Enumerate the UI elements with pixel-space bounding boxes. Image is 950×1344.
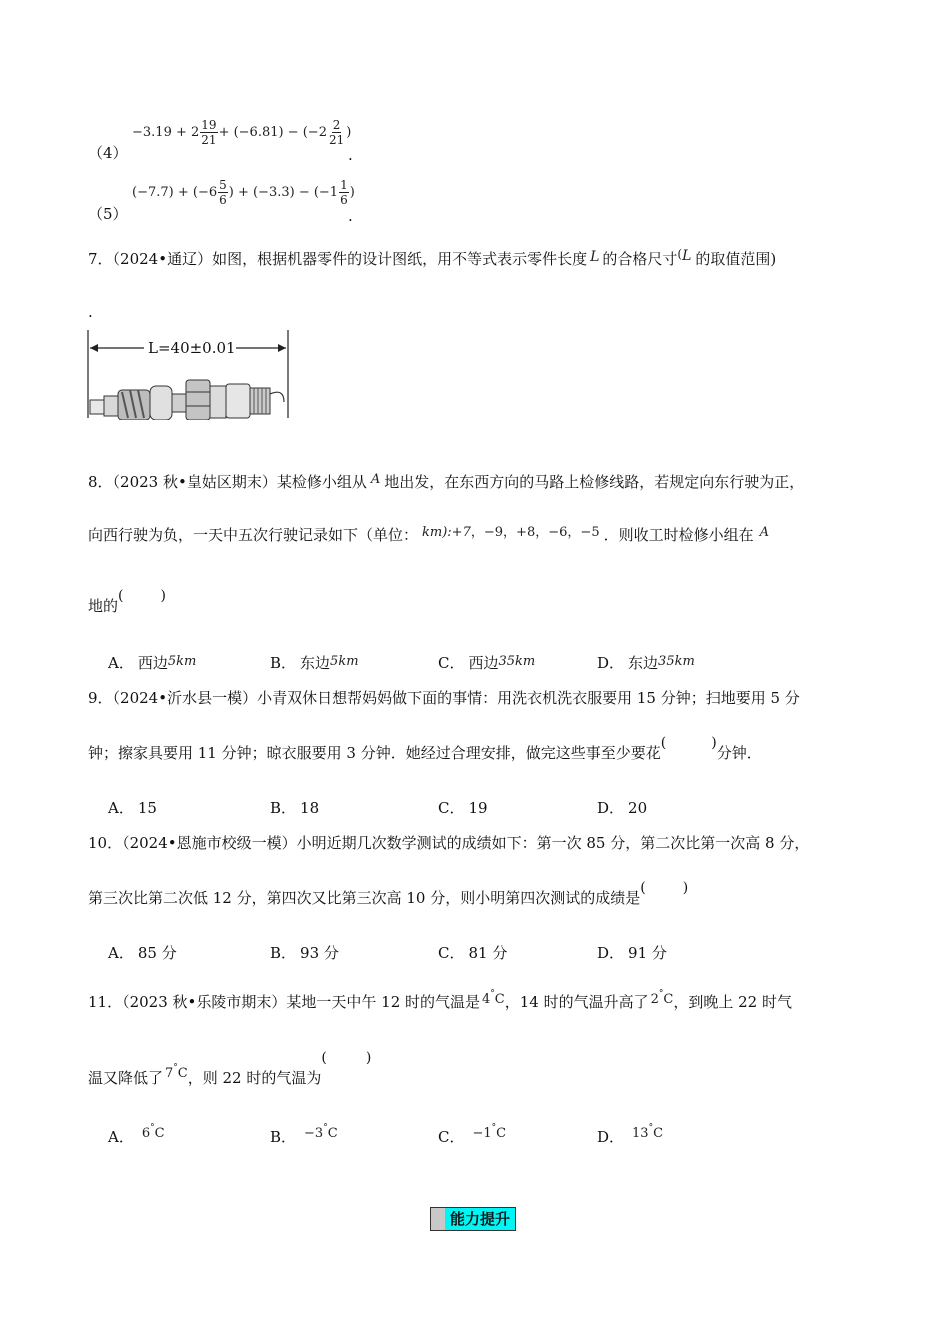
option-label: C．: [438, 1128, 465, 1146]
unit-c: C: [663, 992, 674, 1007]
section-marker: [431, 1208, 445, 1230]
q8-option-b[interactable]: [270, 652, 359, 673]
q7-text: 的合格尺寸: [602, 250, 678, 268]
denominator: 21: [328, 133, 345, 147]
q7-text: 7．（2024•通辽）如图，根据机器零件的设计图纸，用不等式表示零件长度: [88, 250, 588, 268]
section-title: 能力提升: [445, 1208, 515, 1230]
numerator: 5: [219, 178, 227, 192]
denominator: 21: [201, 133, 217, 147]
option-text: 81 分: [468, 944, 508, 962]
q11-text: 11．（2023 秋•乐陵市期末）某地一天中午 12 时的气温是: [88, 993, 481, 1011]
record-value: −5: [580, 525, 600, 540]
option-label: A．: [108, 944, 134, 962]
question-8-line2: [88, 523, 769, 545]
item-5: [88, 204, 128, 224]
q11-text: ，到晚上 22 时气: [673, 993, 792, 1011]
degree-sign: °: [648, 1123, 654, 1133]
degree-sign: °: [150, 1123, 155, 1133]
expr-part: ): [349, 185, 355, 200]
expr-part: ): [346, 125, 352, 140]
option-label: B．: [270, 799, 297, 817]
q8-option-c[interactable]: [438, 652, 535, 673]
temperature-value: [165, 1063, 188, 1081]
spark-plug-figure: [86, 328, 296, 420]
q10-option-c[interactable]: [438, 943, 507, 963]
question-8-line3: [88, 588, 167, 616]
expr-part: (−7.7) + (−6: [132, 185, 218, 200]
fraction: [328, 118, 345, 147]
variable-L: L: [590, 249, 600, 265]
record-values: km):+7，−9，+8，−6，−5: [422, 525, 600, 540]
option-text: 85 分: [137, 944, 177, 962]
item-4-period: .: [348, 146, 353, 164]
option-math: [632, 1123, 664, 1141]
item-4: [88, 143, 128, 163]
q11-option-c[interactable]: [438, 1118, 506, 1147]
unit-c: C: [494, 992, 505, 1007]
variable-L: L: [682, 248, 692, 264]
q8-text: ．则收工时检修小组在: [603, 526, 754, 544]
option-text: 东边: [300, 654, 331, 672]
degree-sign: °: [490, 989, 495, 999]
degree-sign: °: [658, 989, 664, 999]
option-math: 35km: [498, 654, 536, 669]
q10-text: 第三次比第二次低 12 分，第四次又比第三次高 10 分，则小明第四次测试的成绩是: [88, 889, 641, 907]
fraction: [339, 178, 349, 207]
q7-period: .: [88, 303, 93, 321]
temp-number: 7: [165, 1066, 174, 1081]
option-label: D．: [597, 944, 625, 962]
option-label: A．: [108, 654, 134, 672]
variable-A: A: [759, 525, 769, 540]
q10-option-d[interactable]: [597, 943, 667, 963]
answer-blank[interactable]: ( ): [660, 735, 717, 751]
temperature-value: [650, 989, 674, 1007]
option-math: 5km: [167, 654, 197, 669]
option-text: 西边: [137, 654, 168, 672]
q9-text: 钟；擦家具要用 11 分钟；晾衣服要用 3 分钟．她经过合理安排，做完这些事至少要花: [88, 744, 661, 762]
option-math: [141, 1123, 165, 1141]
record-value: −6: [548, 525, 568, 540]
denominator: 6: [219, 193, 227, 207]
q8-text: 地的: [88, 597, 119, 615]
option-text: 19: [468, 799, 488, 817]
degree-sign: °: [491, 1123, 497, 1133]
numerator: 1: [340, 178, 348, 192]
q8-text: 地出发，在东西方向的马路上检修线路，若规定向东行驶为正，: [384, 473, 805, 491]
expr-part: −3.19 + 2: [132, 125, 200, 140]
question-9-line2: [88, 735, 762, 763]
option-label: A．: [108, 1128, 134, 1146]
answer-blank[interactable]: ( ): [640, 880, 689, 896]
q11-text: 温又降低了: [88, 1069, 164, 1087]
q8-option-d[interactable]: [597, 652, 695, 673]
q11-text: ，则 22 时的气温为: [187, 1069, 322, 1087]
q9-option-a[interactable]: [108, 798, 157, 818]
temp-number: 2: [650, 992, 659, 1007]
option-label: C．: [438, 799, 465, 817]
item-5-expression: [132, 178, 355, 207]
option-value: −1: [472, 1126, 492, 1141]
option-value: −3: [304, 1126, 324, 1141]
unit-c: C: [327, 1126, 338, 1141]
q10-option-a[interactable]: [108, 943, 177, 963]
q9-option-b[interactable]: [270, 798, 319, 818]
q11-option-d[interactable]: [597, 1118, 663, 1147]
record-value: +8: [516, 525, 536, 540]
q9-option-d[interactable]: [597, 798, 647, 818]
record-value: −9: [483, 525, 504, 540]
q8-option-a[interactable]: [108, 652, 196, 673]
denominator: 6: [340, 193, 348, 207]
option-label: C．: [438, 944, 465, 962]
unit-c: C: [177, 1066, 188, 1081]
option-text: 15: [137, 799, 157, 817]
expr-part: ) + (−3.3) − (−1: [228, 185, 339, 200]
option-text: 93 分: [300, 944, 339, 962]
q10-option-b[interactable]: [270, 943, 339, 963]
temp-number: 4: [482, 992, 491, 1007]
answer-blank[interactable]: ( ): [321, 1050, 372, 1066]
q8-text: 8．（2023 秋•皇姑区期末）某检修小组从: [88, 473, 367, 491]
question-10: 10．（2024•恩施市校级一模）小明近期几次数学测试的成绩如下：第一次 85 分，第二次比第一次高 8 分，: [88, 834, 810, 852]
option-text: 西边: [468, 654, 499, 672]
q8-text: 向西行驶为负，一天中五次行驶记录如下（单位：: [88, 526, 419, 544]
option-label: B．: [270, 1128, 297, 1146]
paren: (: [677, 247, 683, 261]
option-label: B．: [270, 654, 297, 672]
q9-option-c[interactable]: [438, 798, 488, 818]
question-11: [88, 984, 792, 1012]
degree-sign: °: [173, 1063, 178, 1073]
option-math: [472, 1123, 507, 1141]
option-label: A．: [108, 799, 134, 817]
question-10-line2: [88, 880, 689, 908]
q11-option-b[interactable]: [270, 1118, 338, 1147]
q11-option-a[interactable]: [108, 1118, 165, 1147]
option-math: [304, 1123, 338, 1141]
option-label: D．: [597, 654, 625, 672]
option-text: 18: [300, 799, 320, 817]
option-text: 20: [628, 799, 648, 817]
temperature-value: [482, 989, 505, 1007]
option-text: 东边: [628, 654, 659, 672]
answer-blank[interactable]: ( ): [118, 588, 167, 604]
dimension-label: L=40±0.01: [148, 339, 236, 357]
option-value: 6: [141, 1126, 151, 1141]
degree-sign: °: [323, 1123, 328, 1133]
option-label: C．: [438, 654, 465, 672]
option-label: D．: [597, 799, 625, 817]
question-7: [88, 244, 776, 269]
item-label: （5）: [88, 205, 128, 223]
expr-part: + (−6.81) − (−2: [218, 125, 327, 140]
variable-A: A: [370, 472, 381, 487]
option-math: 35km: [658, 654, 695, 669]
option-value: 13: [632, 1126, 649, 1141]
numerator: 2: [332, 118, 341, 132]
unit-c: C: [653, 1126, 664, 1141]
item-4-expression: [132, 118, 351, 147]
unit-c: C: [154, 1126, 165, 1141]
option-label: B．: [270, 944, 297, 962]
unit: km):+7: [422, 525, 471, 540]
fraction: [218, 178, 228, 207]
item-5-period: .: [348, 207, 353, 225]
question-9: 9．（2024•沂水县一模）小青双休日想帮妈妈做下面的事情：用洗衣机洗衣服要用 15 分钟；扫地要用 5 分: [88, 689, 800, 707]
section-header: [430, 1207, 516, 1231]
numerator: 19: [201, 118, 217, 132]
option-text: 91 分: [628, 944, 667, 962]
q9-text: 分钟．: [716, 744, 762, 762]
option-math: 5km: [330, 654, 359, 669]
question-8: [88, 470, 804, 492]
q7-text: 的取值范围): [695, 250, 777, 268]
item-label: （4）: [88, 144, 128, 162]
q11-text: ，14 时的气温升高了: [504, 993, 649, 1011]
question-11-line2: [88, 1050, 372, 1088]
fraction: [200, 118, 217, 147]
unit-c: C: [496, 1126, 507, 1141]
option-label: D．: [597, 1128, 625, 1146]
